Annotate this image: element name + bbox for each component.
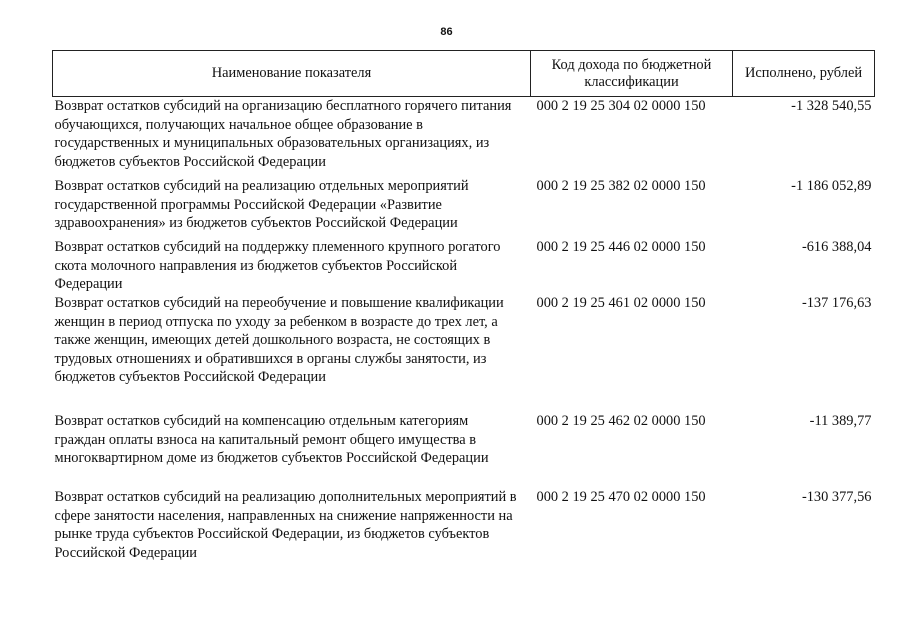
income-code: 000 2 19 25 462 02 0000 150 [536,413,706,429]
executed-amount: -1 328 540,55 [791,98,872,114]
table-row [53,488,875,568]
executed-amount: -616 388,04 [801,239,872,255]
executed-amount: -1 186 052,89 [791,178,872,194]
table-row [53,238,875,294]
header-name: Наименование показателя [53,51,531,97]
table-row [53,294,875,412]
indicator-name: Возврат остатков субсидий на организацию бесплатного горячего питания обучающихся, получающих начальное общее образование в государственных и муниципальных образовательных организациях, из бюджетов субъектов Российской Федерации [54,98,512,170]
header-code: Код дохода по бюджетной классификации [531,51,733,97]
executed-amount: -11 389,77 [809,413,872,429]
indicator-name: Возврат остатков субсидий на реализацию отдельных мероприятий государственной программы Российской Федерации «Развитие здравоохранения» из бюджетов субъектов Российской Федерации [54,178,469,231]
table-row [53,412,875,488]
income-code: 000 2 19 25 470 02 0000 150 [536,489,706,505]
indicator-name: Возврат остатков субсидий на реализацию дополнительных мероприятий в сфере занятости населения, направленных на снижение напряженности на рынке труда субъектов Российской Федерации, из бюджетов субъектов Российской Федерации [54,489,517,561]
income-code: 000 2 19 25 446 02 0000 150 [536,239,706,255]
income-code: 000 2 19 25 461 02 0000 150 [536,295,706,311]
table-body [53,97,875,569]
indicator-name: Возврат остатков субсидий на поддержку племенного крупного рогатого скота молочного направления из бюджетов субъектов Российской Федерации [54,239,501,292]
income-code: 000 2 19 25 382 02 0000 150 [536,178,706,194]
table-row [53,97,875,178]
budget-income-table [52,50,875,568]
table-row [53,177,875,238]
income-code: 000 2 19 25 304 02 0000 150 [536,98,706,114]
executed-amount: -137 176,63 [801,295,872,311]
indicator-name: Возврат остатков субсидий на переобучение и повышение квалификации женщин в период отпуска по уходу за ребенком в возрасте до трех лет, а также женщин, имеющих детей дошкольного возраста, не состоящих в трудовых отношениях и обратившихся в органы службы занятости, из бюджетов субъектов Российской Федерации [54,295,504,385]
table-header [53,51,875,97]
indicator-name: Возврат остатков субсидий на компенсацию отдельным категориям граждан оплаты взноса на капитальный ремонт общего имущества в многоквартирном доме из бюджетов субъектов Российской Федерации [54,413,489,466]
executed-amount: -130 377,56 [801,489,872,505]
page-number: 86 [440,26,453,38]
header-amount: Исполнено, рублей [733,51,875,97]
